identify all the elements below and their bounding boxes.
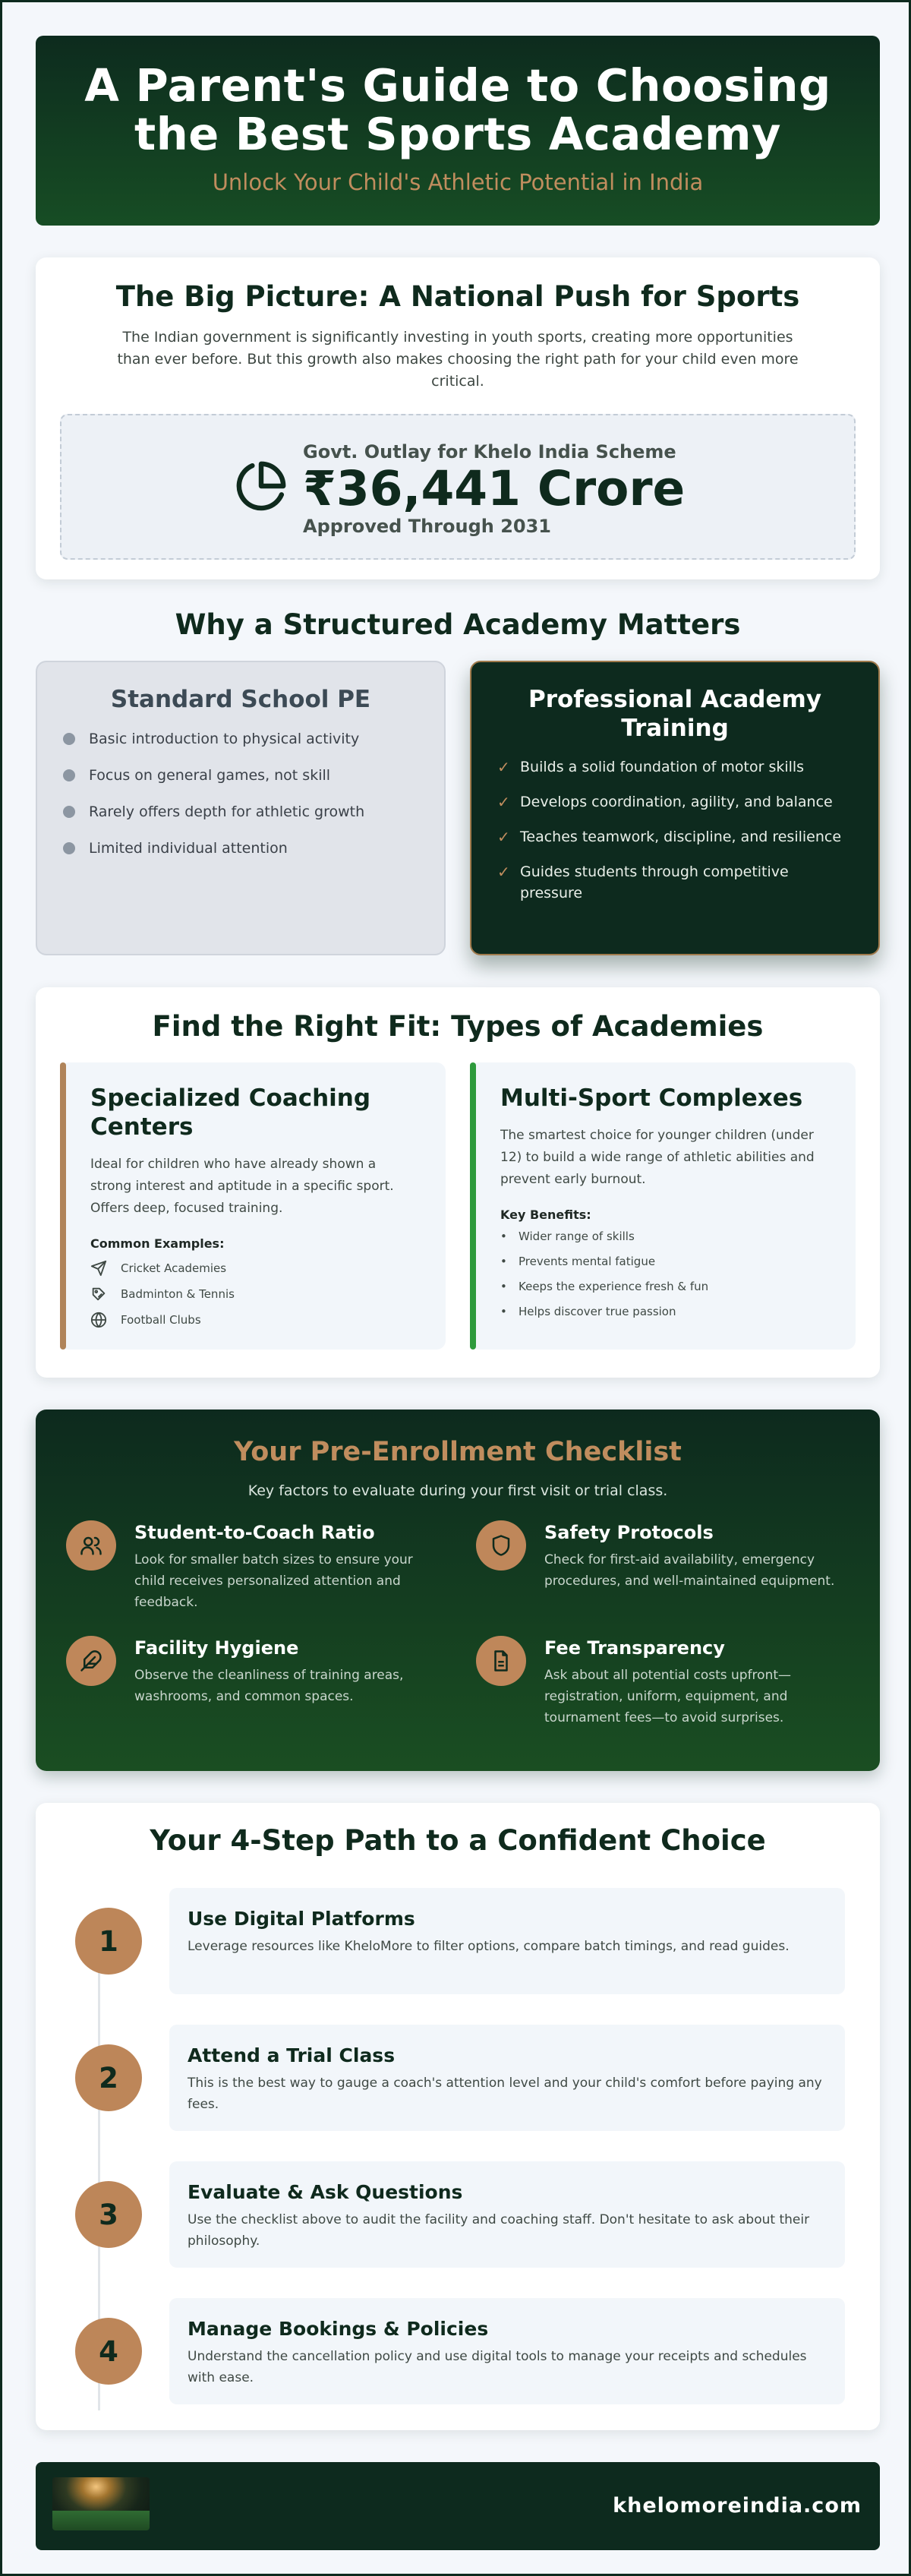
specialized-centers-desc: Ideal for children who have already shown a strong interest and aptitude in a specific sport. Offers deep, focused training. [90, 1157, 394, 1216]
list-item: • Prevents mental fatigue [500, 1255, 656, 1268]
document-icon [476, 1636, 526, 1686]
specialized-centers-title: Specialized Coaching Centers [90, 1084, 371, 1141]
bullet-dot-icon [63, 842, 75, 854]
step-title: Evaluate & Ask Questions [188, 2181, 463, 2203]
step-text: Leverage resources like KheloMore to filter options, compare batch timings, and read guides. [188, 1939, 790, 1954]
specialized-centers-card [60, 1062, 446, 1350]
list-item: Focus on general games, not skill [63, 767, 418, 784]
page-subtitle: Unlock Your Child's Athletic Potential in India [212, 169, 704, 195]
checklist-item-title: Safety Protocols [544, 1522, 714, 1543]
bullet-dot-icon [63, 769, 75, 781]
bullet-dot-icon [63, 806, 75, 818]
example-item: Cricket Academies [90, 1260, 420, 1277]
shuttlecock-icon [90, 1286, 107, 1302]
step-box [169, 2025, 845, 2131]
step-item [36, 2025, 880, 2131]
step-title: Use Digital Platforms [188, 1908, 415, 1930]
checklist-item-text: Ask about all potential costs upfront—registration, uniform, equipment, and tournament fees—to avoid surprises. [544, 1668, 792, 1725]
list-item: • Keeps the experience fresh & fun [500, 1280, 709, 1293]
checklist-title: Your Pre-Enrollment Checklist [234, 1437, 682, 1467]
pie-chart-icon [235, 459, 288, 513]
title-line-2: the Best Sports Academy [134, 108, 781, 160]
step-number: 3 [75, 2181, 142, 2248]
step-box [169, 2298, 845, 2404]
example-item: Football Clubs [90, 1312, 420, 1328]
checklist-item-text: Observe the cleanliness of training areas, washrooms, and common spaces. [134, 1668, 404, 1704]
step-item [36, 2298, 880, 2404]
outlay-stat-box [60, 414, 856, 560]
hero-banner [36, 36, 880, 226]
step-box [169, 1888, 845, 1994]
academy-types-section [36, 987, 880, 1378]
step-title: Attend a Trial Class [188, 2044, 396, 2066]
multi-sport-title: Multi-Sport Complexes [500, 1084, 803, 1112]
send-icon [90, 1260, 107, 1277]
feather-icon [66, 1636, 116, 1686]
step-text: Understand the cancellation policy and use digital tools to manage your receipts and schedules with ease. [188, 2349, 807, 2385]
checklist-item-title: Fee Transparency [544, 1637, 725, 1659]
stat-note: Approved Through 2031 [303, 516, 551, 537]
check-icon: ✓ [497, 758, 510, 776]
checklist-item [66, 1520, 430, 1613]
step-title: Manage Bookings & Policies [188, 2318, 489, 2340]
stadium-image [52, 2477, 150, 2530]
example-item: Badminton & Tennis [90, 1286, 420, 1302]
list-item: Basic introduction to physical activity [63, 731, 418, 747]
step-box [169, 2161, 845, 2268]
list-item: ✓ Develops coordination, agility, and balance [497, 793, 833, 811]
checklist-item [476, 1520, 840, 1592]
checklist-subtitle: Key factors to evaluate during your first visit or trial class. [247, 1482, 668, 1499]
step-number: 2 [75, 2044, 142, 2111]
list-item: ✓ Teaches teamwork, discipline, and resilience [497, 828, 842, 846]
step-text: Use the checklist above to audit the facility and coaching staff. Don't hesitate to ask about their philosophy. [188, 2212, 810, 2249]
checklist-item-text: Check for first-aid availability, emergency procedures, and well-maintained equipment. [544, 1552, 835, 1589]
steps-title: Your 4-Step Path to a Confident Choice [150, 1824, 766, 1857]
list-item: • Wider range of skills [500, 1230, 635, 1243]
checklist-item-title: Student-to-Coach Ratio [134, 1522, 375, 1543]
step-number: 1 [75, 1908, 142, 1975]
multi-sport-desc: The smartest choice for younger children (under 12) to build a wide range of athletic abilities and prevent early burnout. [500, 1128, 815, 1187]
step-number: 4 [75, 2318, 142, 2385]
stat-value: ₹36,441 Crore [303, 461, 686, 516]
list-item: ✓ Guides students through competitive pressure [497, 861, 853, 904]
globe-icon [90, 1312, 107, 1328]
standard-pe-card [36, 661, 446, 955]
users-icon [66, 1520, 116, 1571]
footer [36, 2462, 880, 2550]
list-item: • Helps discover true passion [500, 1305, 676, 1318]
checklist-item [476, 1636, 840, 1728]
accent-bar [470, 1062, 476, 1350]
why-title: Why a Structured Academy Matters [175, 608, 741, 641]
list-item: Limited individual attention [63, 840, 418, 857]
title-line-1: A Parent's Guide to Choosing [84, 59, 831, 112]
shield-icon [476, 1520, 526, 1571]
big-picture-title: The Big Picture: A National Push for Sports [115, 280, 800, 313]
footer-link[interactable]: khelomoreindia.com [613, 2494, 862, 2518]
big-picture-section [36, 257, 880, 579]
page-title [36, 59, 880, 160]
comparison-row [36, 661, 880, 955]
checklist-item-text: Look for smaller batch sizes to ensure your child receives personalized attention and feedback. [134, 1552, 413, 1610]
check-icon: ✓ [497, 793, 510, 811]
step-item [36, 1888, 880, 1994]
big-picture-intro: The Indian government is significantly investing in youth sports, creating more opportunities than ever before. But this growth also makes choosing the right path for your child even more critical. [117, 329, 799, 390]
professional-academy-title: Professional Academy Training [528, 686, 822, 742]
check-icon: ✓ [497, 828, 510, 846]
professional-academy-card [470, 661, 880, 955]
checklist-section [36, 1410, 880, 1771]
steps-section [36, 1803, 880, 2430]
check-icon: ✓ [497, 863, 510, 881]
step-text: This is the best way to gauge a coach's attention level and your child's comfort before paying any fees. [188, 2076, 822, 2112]
step-item [36, 2161, 880, 2268]
accent-bar [60, 1062, 66, 1350]
standard-pe-title: Standard School PE [110, 686, 371, 713]
list-item: Rarely offers depth for athletic growth [63, 803, 418, 820]
checklist-item-title: Facility Hygiene [134, 1637, 299, 1659]
stat-label: Govt. Outlay for Khelo India Scheme [303, 441, 676, 462]
examples-heading: Common Examples: [90, 1236, 225, 1251]
academy-types-title: Find the Right Fit: Types of Academies [152, 1010, 764, 1043]
bullet-dot-icon [63, 733, 75, 745]
list-item: ✓ Builds a solid foundation of motor skills [497, 758, 805, 776]
multi-sport-card [470, 1062, 856, 1350]
checklist-item [66, 1636, 430, 1707]
benefits-heading: Key Benefits: [500, 1208, 591, 1222]
